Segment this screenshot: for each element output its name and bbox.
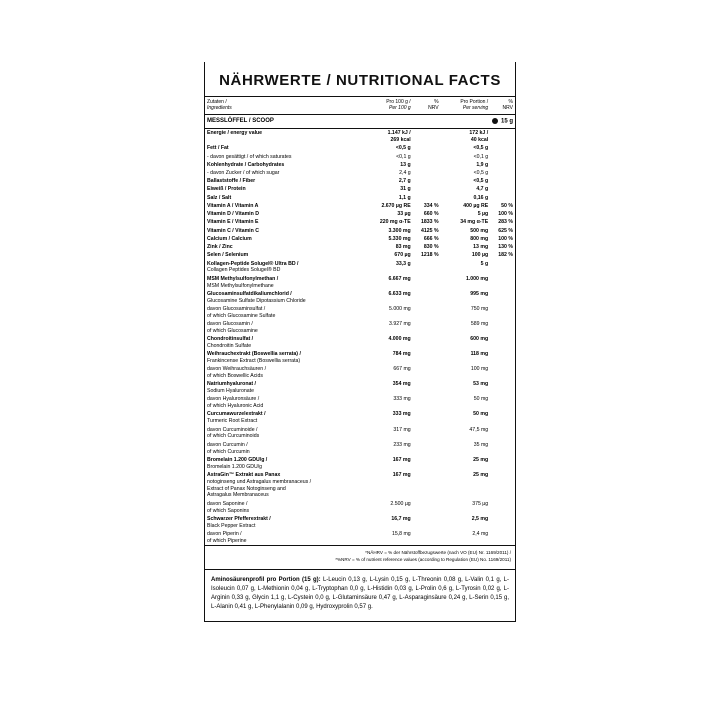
row-label-primary: Vitamin C / Vitamin C [207, 227, 259, 234]
row-value-nrv-serving: 100 % [498, 211, 513, 218]
row-label-secondary: Frankincense Extract (Boswellia serrata) [207, 357, 301, 364]
row-value-per-100g: 6.667 mg [388, 275, 411, 282]
table-row [205, 219, 515, 227]
row-value-nrv-100g [413, 530, 441, 545]
row-label [205, 335, 351, 350]
row-value-nrv-serving [490, 396, 515, 411]
table-row [205, 243, 515, 251]
row-value-nrv-100g [413, 441, 441, 456]
row-label-primary: Selen / Selenium [207, 252, 249, 259]
row-value-per-100g: 317 mg [393, 426, 411, 433]
row-value-nrv-100g [413, 260, 441, 275]
row-label [205, 456, 351, 471]
table-row [205, 411, 515, 426]
row-label [205, 290, 351, 305]
row-label-primary: - davon Zucker / of which sugar [207, 169, 280, 176]
row-label-primary: Bromelain 1.200 GDU/g / [207, 456, 268, 463]
table-row [205, 260, 515, 275]
row-value-per-serving: 100 mg [470, 366, 489, 373]
row-value-per-100g: 33 µg [397, 211, 411, 218]
table-row [205, 153, 515, 161]
row-value-per-serving: 2,5 mg [471, 515, 489, 522]
row-label [205, 515, 351, 530]
table-row [205, 178, 515, 186]
row-value-per-100g: 3.927 mg [389, 320, 411, 327]
row-value-nrv-100g: 1833 % [420, 219, 439, 226]
row-value-nrv-serving [490, 471, 515, 500]
row-value-per-100g: 5.000 mg [389, 305, 411, 312]
row-label-secondary: of which Glucosamine [207, 327, 258, 334]
row-value-per-serving: 5 g [480, 260, 489, 267]
row-value-per-100g: 6.633 mg [388, 290, 411, 297]
row-label [205, 243, 351, 251]
row-value-nrv-100g [413, 515, 441, 530]
table-row [205, 500, 515, 515]
row-label-primary: Schwarzer Pfefferextrakt / [207, 515, 271, 522]
table-row [205, 129, 515, 145]
row-label [205, 396, 351, 411]
row-label-primary: Vitamin A / Vitamin A [207, 202, 259, 209]
table-row [205, 396, 515, 411]
row-value-nrv-100g [413, 153, 441, 161]
footnote-de: *NÄHRV = % der Nährstoffbezugswerte (nach VO (EU) Nr. 1169/2011) / [365, 550, 511, 556]
row-value-nrv-serving [490, 178, 515, 186]
row-label [205, 441, 351, 456]
row-label-secondary: of which Piperine [207, 537, 247, 544]
row-value-nrv-100g [413, 305, 441, 320]
row-value-nrv-100g [413, 169, 441, 177]
row-value-nrv-100g: 666 % [423, 235, 439, 242]
row-value-per-serving: 2,4 mg [472, 530, 489, 537]
row-label-primary: davon Piperin / [207, 530, 242, 537]
scoop-row [205, 115, 515, 129]
row-value-per-100g: 2.500 µg [390, 500, 411, 507]
table-row [205, 530, 515, 545]
table-row [205, 275, 515, 290]
row-label [205, 219, 351, 227]
row-label-primary: - davon gesättigt / of which saturates [207, 153, 292, 160]
table-row [205, 161, 515, 169]
row-value-nrv-100g [413, 129, 441, 145]
row-label-primary: Weihrauchextrakt (Boswellia serrata) / [207, 351, 301, 358]
row-value-per-serving: <0,1 g [473, 153, 489, 160]
row-label [205, 350, 351, 365]
row-value-per-serving: 25 mg [473, 456, 489, 463]
row-value-per-100g: 3.300 mg [388, 227, 411, 234]
header-nrv-100g: % NRV [428, 99, 439, 112]
row-value-nrv-100g [413, 426, 441, 441]
table-row [205, 441, 515, 456]
row-value-per-100g: 2.670 µg RE [381, 202, 411, 209]
row-label-primary: Eiweiß / Protein [207, 186, 246, 193]
row-label-primary: Energie / energy value [207, 130, 263, 137]
row-value-per-serving: 589 mg [470, 320, 489, 327]
row-value-nrv-serving [490, 530, 515, 545]
row-label-primary: Glucosaminsulfatdikaliumchlorid / [207, 290, 292, 297]
row-value-per-serving: 600 mg [470, 336, 489, 343]
row-value-per-100g: 2,7 g [398, 178, 411, 185]
row-value-per-serving: 1.000 mg [465, 275, 489, 282]
row-value-per-100g: 784 mg [392, 351, 411, 358]
row-label-primary: MSM Methylsulfonylmethan / [207, 275, 279, 282]
row-label-secondary: of which Curcuminoids [207, 433, 260, 440]
row-value-per-serving: 13 mg [473, 244, 489, 251]
table-row [205, 169, 515, 177]
row-value-nrv-serving [490, 335, 515, 350]
row-label-primary: Natriumhyaluronat / [207, 381, 257, 388]
row-label [205, 366, 351, 381]
header-per-100g: Pro 100 g / Per 100 g [386, 99, 411, 112]
row-label [205, 145, 351, 153]
row-value-per-100g: 1,1 g [398, 194, 411, 201]
row-value-per-100g: 220 mg α-TE [379, 219, 411, 226]
row-label-secondary: of which Glucosamine Sulfate [207, 312, 276, 319]
row-value-nrv-serving [490, 161, 515, 169]
table-header-row [205, 97, 515, 115]
row-label-primary: Chondroitinsulfat / [207, 336, 254, 343]
row-label-secondary: MSM Methylsulfonylmethane [207, 282, 274, 289]
row-value-nrv-serving [490, 366, 515, 381]
row-value-per-serving: 1,9 g [476, 161, 489, 168]
header-ingredients: Zutaten / Ingredients [207, 99, 232, 112]
row-label-primary: Salz / Salt [207, 194, 232, 201]
row-value-per-serving: 995 mg [470, 290, 489, 297]
row-value-per-100g: <0,5 g [395, 145, 411, 152]
table-row [205, 335, 515, 350]
scoop-serving: 15 g [441, 115, 515, 129]
row-label-primary: Curcumawurzelextrakt / [207, 411, 266, 418]
row-label [205, 186, 351, 194]
row-value-per-100g: 2,4 g [399, 169, 411, 176]
panel-title: NÄHRWERTE / NUTRITIONAL FACTS [205, 62, 515, 97]
row-label-secondary: of which Hyaluronic Acid [207, 403, 264, 410]
amino-text: L-Leucin 0,13 g, L-Lysin 0,15 g, L-Threonin 0,08 g, L-Valin 0,1 g, L-Isoleucin 0,07 g, L-Methionin 0,04 g, L-Tryptophan 0,0 g, L-Histidin 0,03 g, L-Prolin 0,6 g, L-Tyrosin 0,02 g, L-Arginin 0,33 g, Glycin 1,1 g, L-Cystein 0,0 g, L-Glutaminsäure 0,47 g, L-Asparaginsäure 0,24 g, L-Serin 0,15 g, L-Alanin 0,41 g, L-Phenylalanin 0,09 g, Hydroxyprolin 0,57 g. [211, 576, 509, 611]
row-label [205, 471, 351, 500]
row-value-per-serving: 47,5 mg [469, 426, 489, 433]
row-value-nrv-serving [490, 169, 515, 177]
row-value-nrv-100g [413, 411, 441, 426]
row-value-per-100g: 233 mg [393, 441, 411, 448]
table-row [205, 252, 515, 260]
row-value-nrv-100g: 334 % [423, 202, 439, 209]
row-value-nrv-100g [413, 186, 441, 194]
row-label-primary: davon Curcumin / [207, 441, 248, 448]
table-row [205, 350, 515, 365]
table-row [205, 194, 515, 202]
row-label [205, 210, 351, 218]
row-value-per-100g: 16,7 mg [391, 515, 411, 522]
row-value-nrv-serving: 100 % [498, 235, 513, 242]
row-value-per-serving: <0,5 g [473, 169, 489, 176]
row-value-per-100g: 670 µg [394, 252, 411, 259]
row-value-nrv-100g [413, 194, 441, 202]
table-row [205, 456, 515, 471]
row-value-nrv-serving [490, 456, 515, 471]
row-value-per-serving: 100 µg [471, 252, 489, 259]
row-label-primary: davon Weihrauchsäuren / [207, 366, 267, 373]
row-label-primary: Fett / Fat [207, 145, 229, 152]
row-value-nrv-serving [490, 515, 515, 530]
footnotes [205, 545, 515, 568]
row-label-secondary: Extract of Panax Notoginseng and [207, 485, 286, 492]
row-label-primary: Kollagen-Peptide Solugel® Ultra BD / [207, 260, 299, 267]
row-value-per-serving: 172 kJ / 40 kcal [469, 130, 489, 144]
row-value-per-100g: 333 mg [393, 396, 411, 403]
row-value-nrv-serving [490, 320, 515, 335]
row-label-secondary: Bromelain 1.200 GDU/g [207, 463, 263, 470]
row-value-per-serving: 34 mg α-TE [460, 219, 489, 226]
row-label-primary: davon Glucosamin / [207, 320, 253, 327]
row-label [205, 227, 351, 235]
row-value-nrv-serving: 50 % [501, 202, 513, 209]
row-label [205, 530, 351, 545]
row-value-nrv-serving [490, 441, 515, 456]
row-value-nrv-serving [490, 426, 515, 441]
row-value-per-serving: 375 µg [472, 500, 489, 507]
row-value-nrv-serving [490, 129, 515, 145]
row-value-nrv-100g [413, 396, 441, 411]
row-value-nrv-100g: 830 % [423, 244, 439, 251]
row-label-secondary: of which Curcumin [207, 448, 250, 455]
row-value-nrv-100g [413, 350, 441, 365]
row-value-nrv-serving [490, 350, 515, 365]
row-label-secondary: Glucosamine Sulfate Dipotassium Chloride [207, 297, 306, 304]
row-label [205, 169, 351, 177]
row-value-per-100g: 15,8 mg [391, 530, 411, 537]
row-label-secondary: Astragalus Membranaceus [207, 492, 269, 499]
row-label [205, 411, 351, 426]
nutrition-panel [204, 62, 516, 622]
row-value-per-100g: 5.330 mg [388, 235, 411, 242]
table-row [205, 426, 515, 441]
row-value-nrv-serving: 625 % [498, 227, 513, 234]
row-value-nrv-serving: 182 % [498, 252, 513, 259]
row-value-per-100g: 83 mg [395, 244, 411, 251]
row-value-per-100g: 167 mg [392, 456, 411, 463]
table-row [205, 186, 515, 194]
row-label-primary: Ballaststoffe / Fiber [207, 178, 256, 185]
row-value-nrv-serving [490, 260, 515, 275]
row-label [205, 194, 351, 202]
row-value-nrv-100g: 1218 % [420, 252, 439, 259]
table-row [205, 227, 515, 235]
table-row [205, 145, 515, 153]
row-value-nrv-100g [413, 290, 441, 305]
row-label-secondary: of which Saponins [207, 507, 250, 514]
row-value-nrv-100g: 660 % [423, 211, 439, 218]
header-per-serving: Pro Portion / Per serving [460, 99, 489, 112]
row-label [205, 500, 351, 515]
amino-heading: Aminosäurenprofil pro Portion (15 g): [211, 576, 321, 583]
table-row [205, 210, 515, 218]
row-value-per-serving: 750 mg [470, 305, 489, 312]
row-label-secondary: of which Boswellic Acids [207, 373, 263, 380]
nutrition-table [205, 97, 515, 545]
table-row [205, 235, 515, 243]
row-value-nrv-serving [490, 305, 515, 320]
row-value-nrv-serving: 130 % [498, 244, 513, 251]
table-row [205, 471, 515, 500]
row-value-per-serving: 0,16 g [473, 194, 489, 201]
row-value-per-100g: 667 mg [393, 366, 411, 373]
row-value-nrv-100g [413, 335, 441, 350]
row-value-per-100g: <0,1 g [396, 153, 411, 160]
row-value-per-serving: 800 mg [470, 235, 489, 242]
row-value-per-100g: 354 mg [392, 381, 411, 388]
row-label [205, 178, 351, 186]
row-value-nrv-serving [490, 381, 515, 396]
table-row [205, 381, 515, 396]
row-value-per-100g: 13 g [400, 161, 411, 168]
row-value-nrv-serving: 283 % [498, 219, 513, 226]
row-label [205, 260, 351, 275]
header-nrv-serving: % NRV [502, 99, 513, 112]
row-value-nrv-serving [490, 500, 515, 515]
row-value-nrv-100g [413, 145, 441, 153]
row-value-per-serving: 118 mg [470, 351, 489, 358]
table-row [205, 305, 515, 320]
table-row [205, 202, 515, 210]
row-label [205, 235, 351, 243]
row-label-secondary: Turmeric Root Extract [207, 418, 258, 425]
amino-acid-profile [205, 569, 515, 622]
table-row [205, 290, 515, 305]
row-label-primary: Zink / Zinc [207, 244, 233, 251]
row-label-secondary: Black Pepper Extract [207, 522, 256, 529]
row-value-per-serving: 400 µg RE [463, 202, 489, 209]
row-label-secondary: Collagen Peptides Solugel® BD [207, 267, 281, 274]
row-label-primary: Vitamin E / Vitamin E [207, 219, 259, 226]
row-label [205, 381, 351, 396]
row-value-per-100g: 1.147 kJ / 269 kcal [387, 130, 411, 144]
row-label-primary: Calcium / Calcium [207, 235, 252, 242]
row-value-per-100g: 31 g [400, 186, 411, 193]
row-value-nrv-100g [413, 161, 441, 169]
row-value-per-serving: 50 mg [473, 396, 489, 403]
row-label [205, 161, 351, 169]
row-value-per-serving: 5 µg [477, 211, 489, 218]
row-value-per-100g: 167 mg [392, 471, 411, 478]
row-value-nrv-100g [413, 500, 441, 515]
row-value-nrv-100g [413, 320, 441, 335]
table-row [205, 366, 515, 381]
row-label-secondary: notoginseng und Astragalus membranaceus / [207, 478, 312, 485]
table-row [205, 320, 515, 335]
row-value-nrv-100g [413, 471, 441, 500]
row-label-primary: davon Curcuminoide / [207, 426, 258, 433]
row-value-nrv-100g [413, 178, 441, 186]
footnote-en: *%NRV = % of nutrient reference values (according to Regulation (EU) No. 1169/2011) [335, 556, 511, 562]
row-value-nrv-100g [413, 381, 441, 396]
row-value-per-100g: 33,3 g [395, 260, 411, 267]
row-label [205, 320, 351, 335]
row-value-per-serving: 50 mg [473, 411, 489, 418]
row-value-per-serving: 53 mg [473, 381, 489, 388]
scoop-label: MESSLÖFFEL / SCOOP [205, 115, 441, 129]
row-value-per-100g: 333 mg [392, 411, 411, 418]
row-label-primary: davon Saponine / [207, 500, 248, 507]
row-value-per-serving: 35 mg [473, 441, 489, 448]
row-value-per-100g: 4.000 mg [388, 336, 411, 343]
row-value-nrv-100g [413, 275, 441, 290]
row-label-primary: AstraGin™ Extrakt aus Panax [207, 471, 281, 478]
row-label-primary: Kohlenhydrate / Carbohydrates [207, 161, 285, 168]
row-value-per-serving: <0,5 g [473, 178, 489, 185]
row-value-nrv-serving [490, 186, 515, 194]
table-row [205, 515, 515, 530]
row-value-per-serving: 4,7 g [476, 186, 489, 193]
row-label-secondary: Sodium Hyaluronate [207, 388, 255, 395]
row-value-per-serving: 25 mg [473, 471, 489, 478]
row-label-primary: davon Glucosaminsulfat / [207, 305, 266, 312]
row-value-nrv-serving [490, 153, 515, 161]
row-label-primary: davon Hyaluronsäure / [207, 396, 260, 403]
row-value-nrv-100g [413, 456, 441, 471]
row-value-per-serving: <0,5 g [473, 145, 489, 152]
row-value-nrv-100g: 4125 % [420, 227, 439, 234]
row-label-primary: Vitamin D / Vitamin D [207, 211, 259, 218]
row-label [205, 305, 351, 320]
row-label [205, 426, 351, 441]
row-value-nrv-serving [490, 194, 515, 202]
row-value-nrv-serving [490, 145, 515, 153]
row-value-nrv-serving [490, 290, 515, 305]
row-label [205, 202, 351, 210]
row-label [205, 252, 351, 260]
row-value-nrv-serving [490, 275, 515, 290]
row-label-secondary: Chondroitin Sulfate [207, 342, 252, 349]
row-value-nrv-100g [413, 366, 441, 381]
row-label [205, 153, 351, 161]
row-value-per-serving: 500 mg [470, 227, 489, 234]
row-value-nrv-serving [490, 411, 515, 426]
row-label [205, 129, 351, 145]
row-label [205, 275, 351, 290]
filled-circle-icon [492, 118, 498, 124]
